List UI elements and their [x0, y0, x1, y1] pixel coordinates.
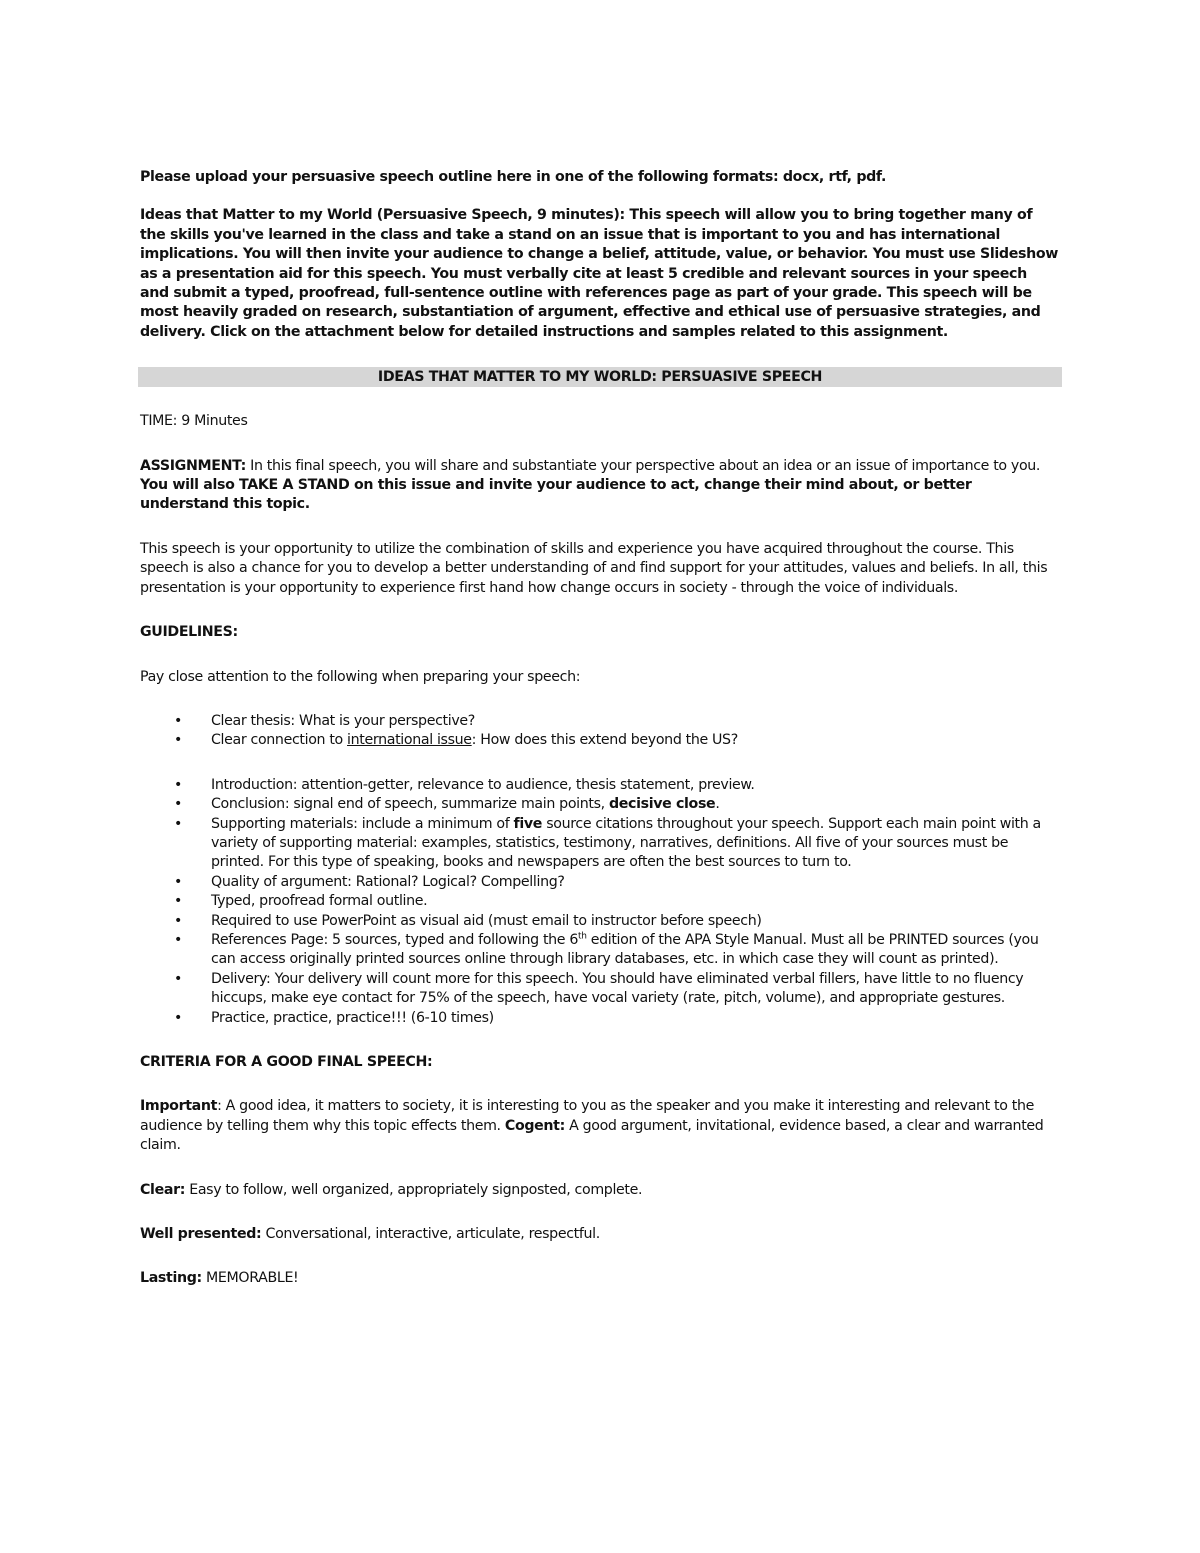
bullet: • [174, 912, 183, 929]
bullet: • [174, 712, 183, 729]
guidelines-intro: Pay close attention to the following when preparing your speech: [140, 668, 581, 685]
bullet: • [174, 970, 183, 987]
opportunity-paragraph: This speech is your opportunity to utilize the combination of skills and experience you have acquired throughout the course. This speech is also a chance for you to develop a better understanding of and find support for your attitudes, values and beliefs. In all, this presentation is your opportunity to experience first hand how change occurs in society - through the voice of individuals. [140, 540, 1048, 596]
international-issue-text: international issue [347, 732, 472, 749]
bullet: • [174, 893, 183, 910]
list-item: • Required to use PowerPoint as visual aid (must email to instructor before speech) [140, 912, 1060, 931]
assignment-label: ASSIGNMENT: [140, 457, 246, 474]
section-banner: IDEAS THAT MATTER TO MY WORLD: PERSUASIVE SPEECH [138, 367, 1062, 387]
bullet: • [174, 796, 183, 813]
guidelines-list-b [140, 776, 1060, 1028]
bullet: • [174, 815, 183, 832]
list-item: • Delivery: Your delivery will count more for this speech. You should have eliminated verbal fillers, have little to no fluency hiccups, make eye contact for 75% of the speech, have vocal variety (rate, pitch, volume), and appropriate gestures. [174, 970, 1024, 1007]
list-item: • Conclusion: signal end of speech, summarize main points, decisive close. [140, 795, 1060, 814]
time-line: TIME: 9 Minutes [140, 413, 248, 430]
document-page [140, 168, 1060, 1289]
bullet: • [174, 873, 183, 890]
list-item: • Quality of argument: Rational? Logical? Compelling? [140, 873, 1060, 892]
upload-instruction: Please upload your persuasive speech outline here in one of the following formats: docx, rtf, pdf. [140, 169, 887, 185]
assignment-paragraph [140, 457, 1060, 515]
bullet: • [174, 931, 183, 948]
assignment-text: In this final speech, you will share and substantiate your perspective about an idea or an issue of importance to you. [245, 457, 1041, 474]
list-item: • Typed, proofread formal outline. [140, 892, 1060, 911]
bullet: • [174, 776, 183, 793]
criteria-lasting: Lasting: MEMORABLE! [140, 1270, 299, 1287]
assignment-bold-text: You will also TAKE A STAND on this issue and invite your audience to act, change their mind about, or better understand this topic. [140, 477, 972, 513]
criteria-clear: Clear: Easy to follow, well organized, appropriately signposted, complete. [140, 1181, 643, 1198]
criteria-important: Important: A good idea, it matters to society, it is interesting to you as the speaker and you make it interesting and relevant to the audience by telling them why this topic effects them. Cogent: A good argument, invitational, evidence based, a clear and warranted claim. [140, 1098, 1044, 1154]
bullet: • [174, 1009, 183, 1026]
list-item: • Clear thesis: What is your perspective? [140, 712, 1060, 731]
criteria-heading: CRITERIA FOR A GOOD FINAL SPEECH: [140, 1054, 433, 1070]
list-item: • Practice, practice, practice!!! (6-10 times) [140, 1009, 1060, 1028]
bullet: • [174, 732, 183, 749]
list-item: • Supporting materials: include a minimum of five source citations throughout your speech. Support each main point with a variety of supporting material: examples, statistics, testimony, narratives, definitions. All five of your sources must be printed. For this type of speaking, books and newspapers are often the best sources to turn to. [174, 815, 1041, 871]
list-item: • Introduction: attention-getter, relevance to audience, thesis statement, preview. [140, 776, 1060, 795]
criteria-presented: Well presented: Conversational, interactive, articulate, respectful. [140, 1226, 600, 1243]
guidelines-heading: GUIDELINES: [140, 624, 238, 641]
list-item: • References Page: 5 sources, typed and following the 6th edition of the APA Style Manual. Must all be PRINTED sources (you can access originally printed sources online through library databases, etc. in which case they will count as printed). [174, 931, 1039, 968]
intro-paragraph: Ideas that Matter to my World (Persuasive Speech, 9 minutes): This speech will allow you to bring together many of the skills you've learned in the class and take a stand on an issue that is important to you and has international implications. You will then invite your audience to change a belief, attitude, value, or behavior. You must use Slideshow as a presentation aid for this speech. You must verbally cite at least 5 credible and relevant sources in your speech and submit a typed, proofread, full-sentence outline with references page as part of your grade. This speech will be most heavily graded on research, substantiation of argument, effective and ethical use of persuasive strategies, and delivery. Click on the attachment below for detailed instructions and samples related to this assignment. [140, 207, 1058, 340]
guidelines-list-a [140, 712, 1060, 751]
list-item: • Clear connection to international issue: How does this extend beyond the US? [140, 731, 1060, 750]
